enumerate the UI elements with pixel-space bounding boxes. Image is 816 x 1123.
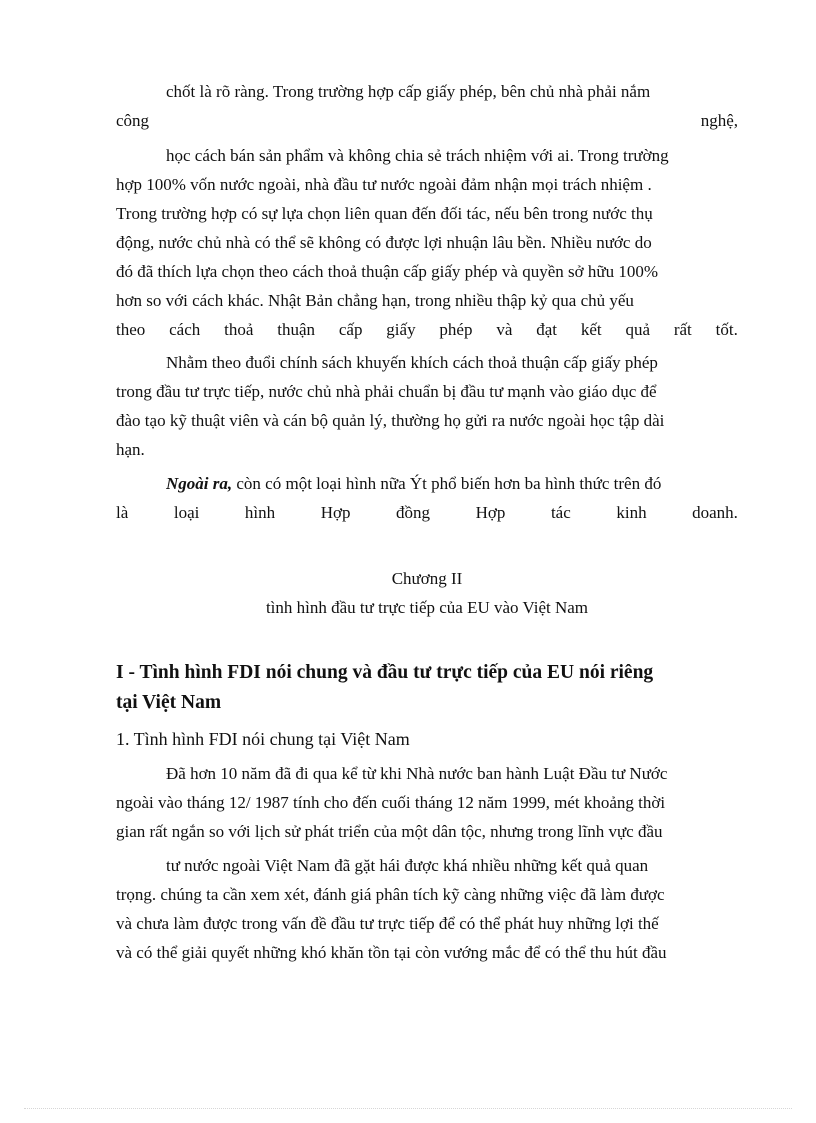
word: theo [116, 320, 146, 339]
section-heading-line-1: I - Tình hình FDI nói chung và đầu tư trực tiếp của EU nói riêng [116, 662, 654, 683]
word: và [496, 320, 513, 339]
para1-line-2 [116, 110, 738, 132]
para1-line-8: hơn so với cách khác. Nhật Bản chẳng hạn, trong nhiều thập kỷ qua chủ yếu [116, 291, 634, 310]
word: giấy [386, 320, 416, 339]
para4-line-5: trọng. chúng ta cần xem xét, đánh giá phân tích kỹ càng những việc đã làm được [116, 885, 665, 904]
word: kết [580, 320, 602, 339]
para2-line-2: trong đầu tư trực tiếp, nước chủ nhà phải chuẩn bị đầu tư mạnh vào giáo dục để [116, 382, 657, 401]
word: cấp [338, 320, 363, 339]
para1-line-3: học cách bán sản phẩm và không chia sẻ trách nhiệm với ai. Trong trường [166, 146, 669, 165]
para2-line-1: Nhằm theo đuổi chính sách khuyến khích cách thoả thuận cấp giấy phép [166, 353, 658, 372]
word: tốt. [715, 320, 738, 339]
para4-line-3: gian rất ngắn so với lịch sử phát triển của một dân tộc, nhưng trong lĩnh vực đầu [116, 822, 663, 841]
chapter-title: tình hình đầu tư trực tiếp của EU vào Việt Nam [265, 598, 589, 617]
word: tác [550, 503, 571, 522]
word: doanh. [692, 503, 738, 522]
word: là [116, 503, 129, 522]
para1-line-1: chốt là rõ ràng. Trong trường hợp cấp giấy phép, bên chủ nhà phải nắm [166, 82, 651, 101]
para4-line-1: Đã hơn 10 năm đã đi qua kể từ khi Nhà nước ban hành Luật Đầu tư Nước [166, 764, 668, 783]
chapter-number: Chương II [391, 569, 463, 588]
subsection-heading: 1. Tình hình FDI nói chung tại Việt Nam [116, 729, 410, 749]
para2-line-3: đào tạo kỹ thuật viên và cán bộ quản lý, thường họ gửi ra nước ngoài học tập dài [116, 411, 665, 430]
word: phép [439, 320, 473, 339]
word: thoả [224, 320, 254, 339]
word: thuận [277, 320, 316, 339]
para1-line-9 [116, 319, 738, 341]
word: Hợp [320, 503, 351, 522]
page-bottom-rule [24, 1108, 792, 1109]
word: đồng [396, 503, 431, 522]
para3-line-2 [116, 502, 738, 524]
word: rất [673, 320, 692, 339]
para1-line-2-start: công [116, 111, 150, 130]
para1-line-4: hợp 100% vốn nước ngoài, nhà đầu tư nước ngoài đảm nhận mọi trách nhiệm . [116, 175, 652, 194]
word: đạt [536, 320, 557, 339]
word: hình [244, 503, 276, 522]
para1-line-5: Trong trường hợp có sự lựa chọn liên quan đến đối tác, nếu bên trong nước thụ [116, 204, 653, 223]
para1-line-2-end: nghệ, [700, 111, 738, 130]
word: quả [625, 320, 650, 339]
word: cách [169, 320, 201, 339]
para3-line-1 [166, 473, 738, 495]
para1-line-6: động, nước chủ nhà có thể sẽ không có được lợi nhuận lâu bền. Nhiều nước do [116, 233, 652, 252]
para4-line-2: ngoài vào tháng 12/ 1987 tính cho đến cuối tháng 12 năm 1999, mét khoảng thời [116, 793, 666, 812]
para2-line-4: hạn. [116, 440, 145, 459]
para4-line-6: và chưa làm được trong vấn đề đầu tư trực tiếp để có thể phát huy những lợi thế [116, 914, 659, 933]
para4-line-7: và có thể giải quyết những khó khăn tồn tại còn vướng mắc để có thể thu hút đầu [116, 943, 667, 962]
para1-line-7: đó đã thích lựa chọn theo cách thoả thuận cấp giấy phép và quyền sở hữu 100% [116, 262, 658, 281]
word: kinh [616, 503, 647, 522]
para3-line-1-rest: còn có một loại hình nữa Ýt phổ biến hơn ba hình thức trên đó [232, 474, 662, 493]
word: Hợp [475, 503, 506, 522]
para3-lead: Ngoài ra, [166, 474, 233, 493]
word: loại [173, 503, 200, 522]
para4-line-4: tư nước ngoài Việt Nam đã gặt hái được khá nhiều những kết quả quan [166, 856, 649, 875]
section-heading-line-2: tại Việt Nam [116, 692, 222, 713]
